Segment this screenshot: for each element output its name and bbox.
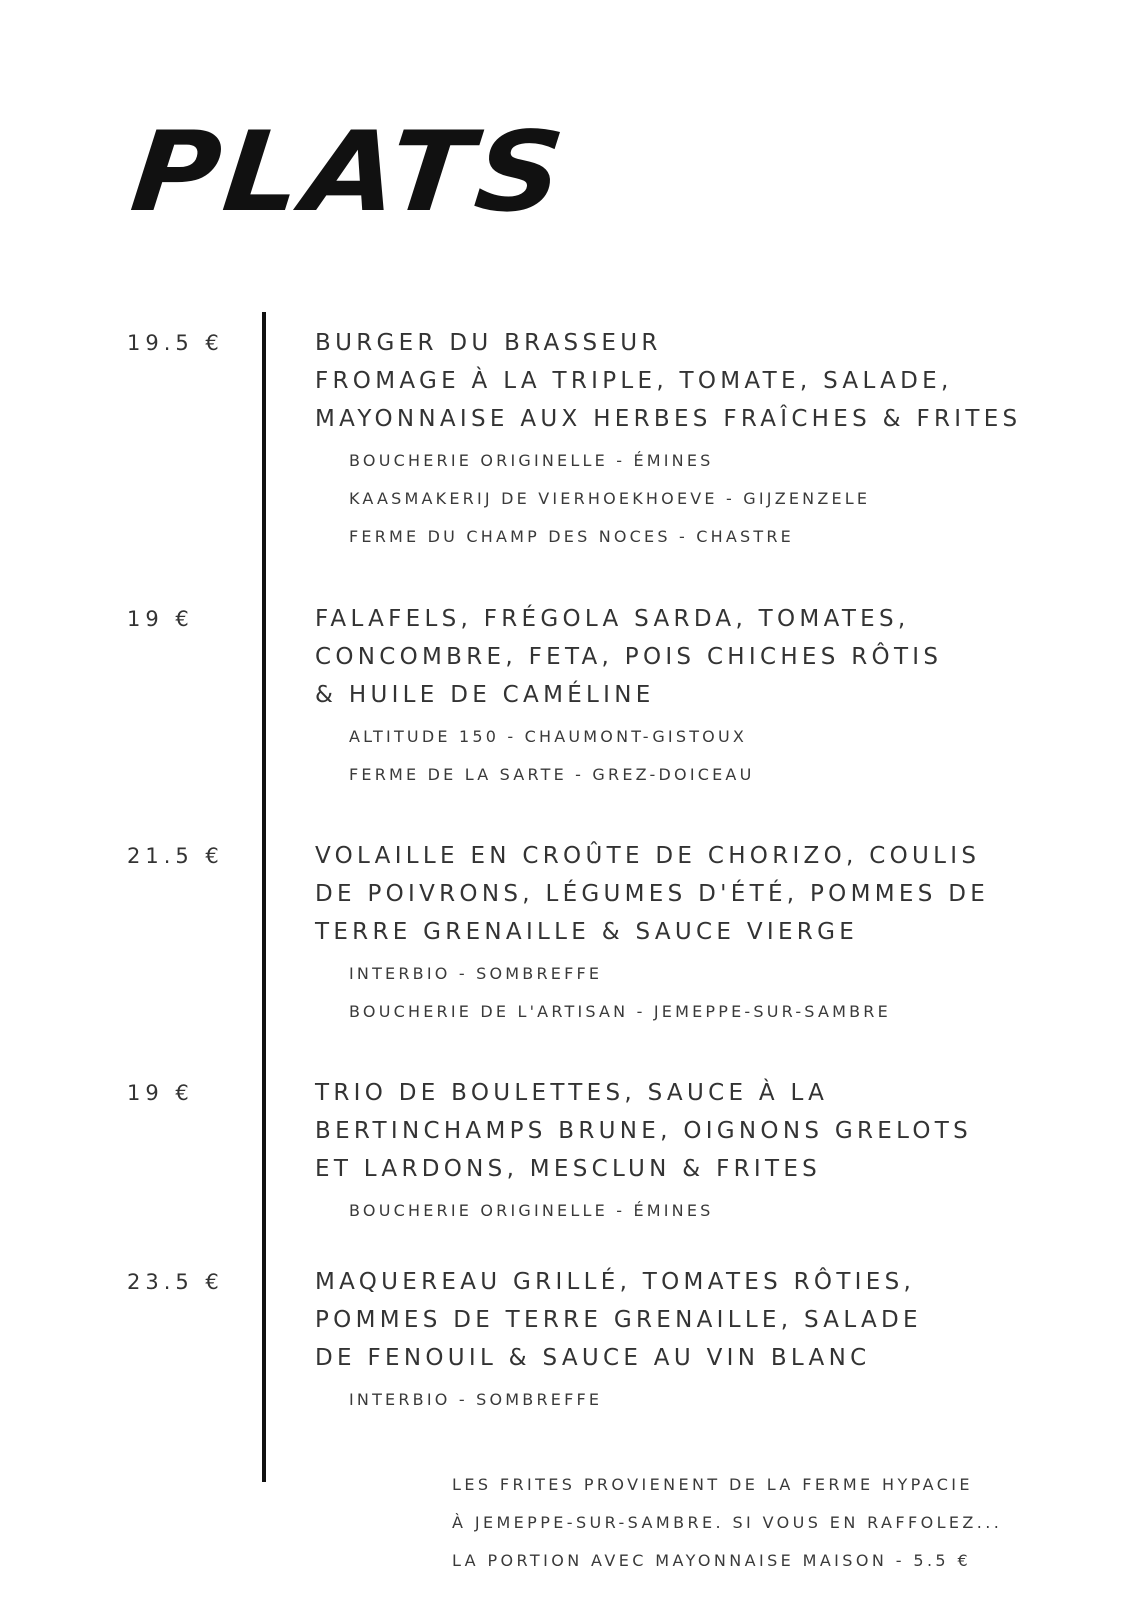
item-price: 19 €: [127, 607, 194, 631]
item-description: [315, 1263, 1115, 1419]
item-description-line: DE FENOUIL & SAUCE AU VIN BLANC: [315, 1345, 871, 1371]
supplier: INTERBIO - SOMBREFFE: [349, 1390, 603, 1409]
footnote-line: LA PORTION AVEC MAYONNAISE MAISON - 5.5 €: [452, 1551, 972, 1570]
footnote-line: À JEMEPPE-SUR-SAMBRE. SI VOUS EN RAFFOLEZ...: [452, 1513, 1003, 1532]
item-description-line: VOLAILLE EN CROÛTE DE CHORIZO, COULIS: [315, 843, 981, 869]
item-description-line: CONCOMBRE, FETA, POIS CHICHES RÔTIS: [315, 644, 943, 670]
item-price: 23.5 €: [127, 1270, 224, 1294]
item-price: 21.5 €: [127, 844, 224, 868]
item-description-line: POMMES DE TERRE GRENAILLE, SALADE: [315, 1307, 922, 1333]
supplier: INTERBIO - SOMBREFFE: [349, 964, 603, 983]
supplier: ALTITUDE 150 - CHAUMONT-GISTOUX: [349, 727, 748, 746]
item-description: [315, 600, 1115, 794]
supplier: BOUCHERIE DE L'ARTISAN - JEMEPPE-SUR-SAMBRE: [349, 1002, 891, 1021]
item-description-line: TERRE GRENAILLE & SAUCE VIERGE: [315, 919, 859, 945]
footnote-line: LES FRITES PROVIENENT DE LA FERME HYPACIE: [452, 1475, 973, 1494]
item-description-line: FALAFELS, FRÉGOLA SARDA, TOMATES,: [315, 606, 910, 632]
item-description-line: BERTINCHAMPS BRUNE, OIGNONS GRELOTS: [315, 1118, 973, 1144]
supplier: KAASMAKERIJ DE VIERHOEKHOEVE - GIJZENZELE: [349, 489, 871, 508]
item-price: 19.5 €: [127, 331, 224, 355]
supplier: BOUCHERIE ORIGINELLE - ÉMINES: [349, 451, 714, 470]
supplier-list: [315, 955, 1115, 1031]
item-description-line: BURGER DU BRASSEUR: [315, 330, 662, 356]
item-description: [315, 1074, 1115, 1230]
item-price: 19 €: [127, 1081, 194, 1105]
supplier: FERME DU CHAMP DES NOCES - CHASTRE: [349, 527, 794, 546]
supplier-list: [315, 718, 1115, 794]
supplier: FERME DE LA SARTE - GREZ-DOICEAU: [349, 765, 755, 784]
item-description-line: MAYONNAISE AUX HERBES FRAÎCHES & FRITES: [315, 406, 1022, 432]
item-description-line: MAQUEREAU GRILLÉ, TOMATES RÔTIES,: [315, 1269, 916, 1295]
item-description-line: FROMAGE À LA TRIPLE, TOMATE, SALADE,: [315, 368, 953, 394]
page-title: PLATS: [125, 108, 574, 237]
fries-footnote: [452, 1466, 1112, 1580]
supplier: BOUCHERIE ORIGINELLE - ÉMINES: [349, 1201, 714, 1220]
item-description-line: ET LARDONS, MESCLUN & FRITES: [315, 1156, 822, 1182]
supplier-list: [315, 442, 1115, 556]
supplier-list: [315, 1381, 1115, 1419]
vertical-divider: [262, 312, 266, 1482]
item-description: [315, 837, 1115, 1031]
supplier-list: [315, 1192, 1115, 1230]
item-description-line: TRIO DE BOULETTES, SAUCE À LA: [315, 1080, 829, 1106]
item-description: [315, 324, 1115, 556]
item-description-line: DE POIVRONS, LÉGUMES D'ÉTÉ, POMMES DE: [315, 881, 990, 907]
item-description-line: & HUILE DE CAMÉLINE: [315, 682, 655, 708]
